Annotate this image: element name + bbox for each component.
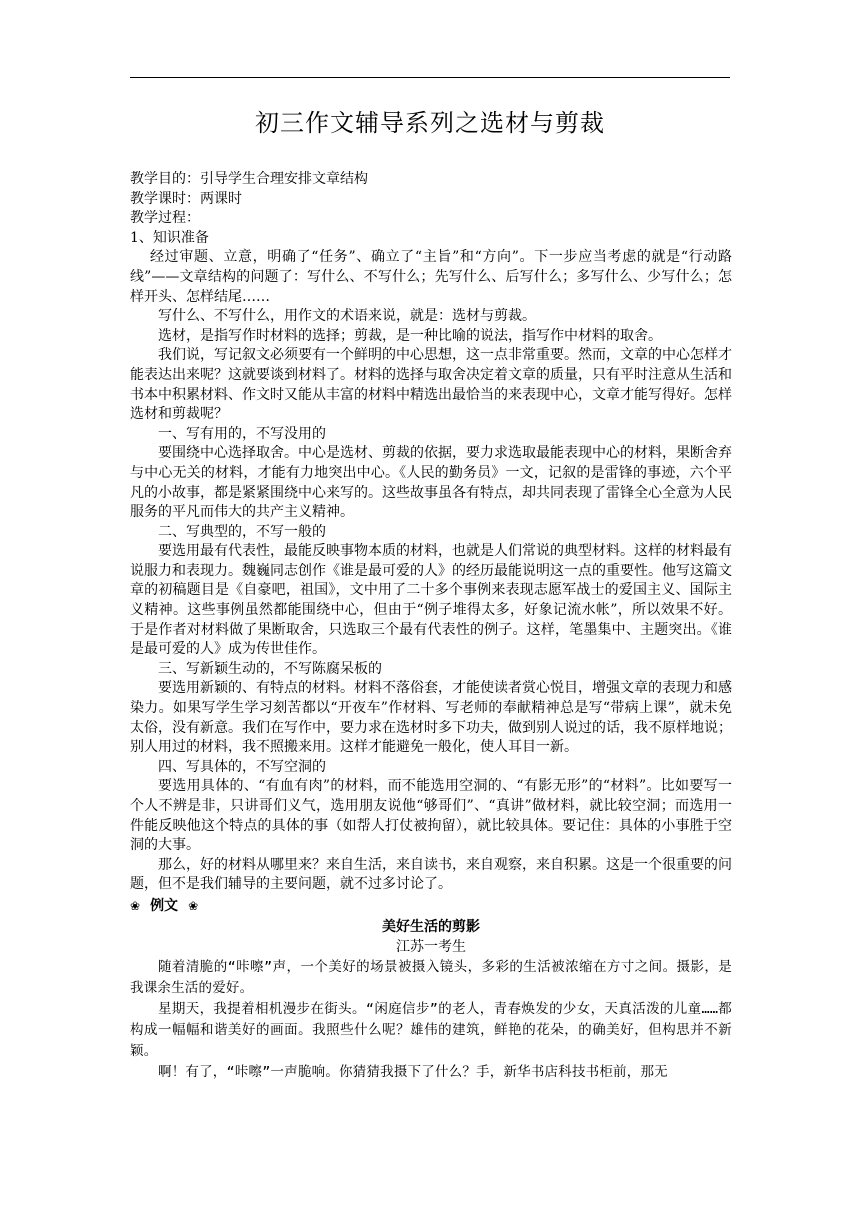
document-title: 初三作文辅导系列之选材与剪裁 xyxy=(255,109,605,137)
section-heading: 1、知识准备 xyxy=(130,229,209,246)
point-body: 要选用具体的、“有血有肉”的材料，而不能选用空洞的、“有影无形”的“材料”。比如要写一个人不辨是非，只讲哥们义气，选用朋友说他“够哥们”、“真讲”做材料，就比较空洞；而选用一件能反映他这个特点的具体的事（如帮人打仗被拘留），就比较具体。要记住：具体的小事胜于空洞的大事。 xyxy=(130,778,732,854)
point-body: 要选用新颖的、有特点的材料。材料不落俗套，才能使读者赏心悦目，增强文章的表现力和感染力。如果写学生学习刻苦都以“开夜车”作材料、写老师的奉献精神总是写“带病上课”，就未免太俗，没有新意。我们在写作中，要力求在选材时多下功夫，做到别人说过的话，我不原样地说；别人用过的材料，我不照搬来用。这样才能避免一般化，使人耳目一新。 xyxy=(130,680,732,756)
point-body: 要围绕中心选择取舍。中心是选材、剪裁的依据，要力求选取最能表现中心的材料，果断舍弃与中心无关的材料，才能有力地突出中心。《人民的勤务员》一文，记叙的是雷锋的事迹，六个平凡的小故事，都是紧紧围绕中心来写的。这些故事虽各有特点，却共同表现了雷锋全心全意为人民服务的平凡而伟大的共产主义精神。 xyxy=(130,445,732,521)
essay-title: 美好生活的剪影 xyxy=(382,918,480,935)
point-heading: 三、写新颖生动的，不写陈腐呆板的 xyxy=(158,660,382,677)
document-body xyxy=(130,170,732,1083)
flower-ornament-icon: ❀ xyxy=(130,898,141,913)
teaching-process: 教学过程： xyxy=(130,210,200,227)
essay-paragraph: 星期天，我提着相机漫步在街头。“闲庭信步”的老人，青春焕发的少女，天真活泼的儿童……都构成一幅幅和谐美好的画面。我照些什么呢？雄伟的建筑，鲜艳的花朵，的确美好，但构思并不新颖。 xyxy=(130,1000,732,1059)
point-body: 要选用最有代表性，最能反映事物本质的材料，也就是人们常说的典型材料。这样的材料最有说服力和表现力。魏巍同志创作《谁是最可爱的人》的经历最能说明这一点的重要性。他写这篇文章的初稿题目是《自豪吧，祖国》，文中用了二十多个事例来表现志愿军战士的爱国主义、国际主义精神。这些事例虽然都能围绕中心，但由于“例子堆得太多，好象记流水帐”，所以效果不好。于是作者对材料做了果断取舍，只选取三个最有代表性的例子。这样，笔墨集中、主题突出。《谁是最可爱的人》成为传世佳作。 xyxy=(130,543,732,658)
flower-ornament-icon: ❀ xyxy=(188,898,199,913)
paragraph: 我们说，写记叙文必须要有一个鲜明的中心思想，这一点非常重要。然而，文章的中心怎样才能表达出来呢？这就要谈到材料了。材料的选择与取舍决定着文章的质量，只有平时注意从生活和书本中积累材料、作文时又能从丰富的材料中精选出最恰当的来表现中心，文章才能写得好。怎样选材和剪裁呢？ xyxy=(130,347,732,423)
closing-paragraph: 那么，好的材料从哪里来？来自生活，来自读书，来自观察，来自积累。这是一个很重要的问题，但不是我们辅导的主要问题，就不过多讨论了。 xyxy=(130,856,732,893)
essay-paragraph: 啊！有了，“咔嚓”一声脆响。你猜猜我摄下了什么？手，新华书店科技书柜前，那无 xyxy=(158,1063,668,1080)
essay-paragraph: 随着清脆的“咔嚓”声，一个美好的场景被摄入镜头，多彩的生活被浓缩在方寸之间。摄影，是我课余生活的爱好。 xyxy=(130,958,732,996)
teaching-hours: 教学课时：两课时 xyxy=(130,190,242,207)
paragraph: 选材，是指写作时材料的选择；剪裁，是一种比喻的说法，指写作中材料的取舍。 xyxy=(158,327,662,344)
paragraph: 经过审题、立意，明确了“任务”、确立了“主旨”和“方向”。下一步应当考虑的就是“行动路线”——文章结构的问题了：写什么、不写什么；先写什么、后写什么；多写什么、少写什么；怎样开头、怎样结尾…… xyxy=(130,249,732,305)
paragraph: 写什么、不写什么，用作文的术语来说，就是：选材与剪裁。 xyxy=(158,308,536,325)
point-heading: 四、写具体的，不写空洞的 xyxy=(158,758,326,775)
point-heading: 二、写典型的，不写一般的 xyxy=(158,523,326,540)
point-heading: 一、写有用的，不写没用的 xyxy=(158,425,326,442)
header-rule xyxy=(130,77,730,78)
example-label-row xyxy=(130,897,732,917)
teaching-purpose: 教学目的：引导学生合理安排文章结构 xyxy=(130,171,368,187)
essay-author: 江苏一考生 xyxy=(396,938,466,955)
example-label: 例文 xyxy=(150,897,179,914)
